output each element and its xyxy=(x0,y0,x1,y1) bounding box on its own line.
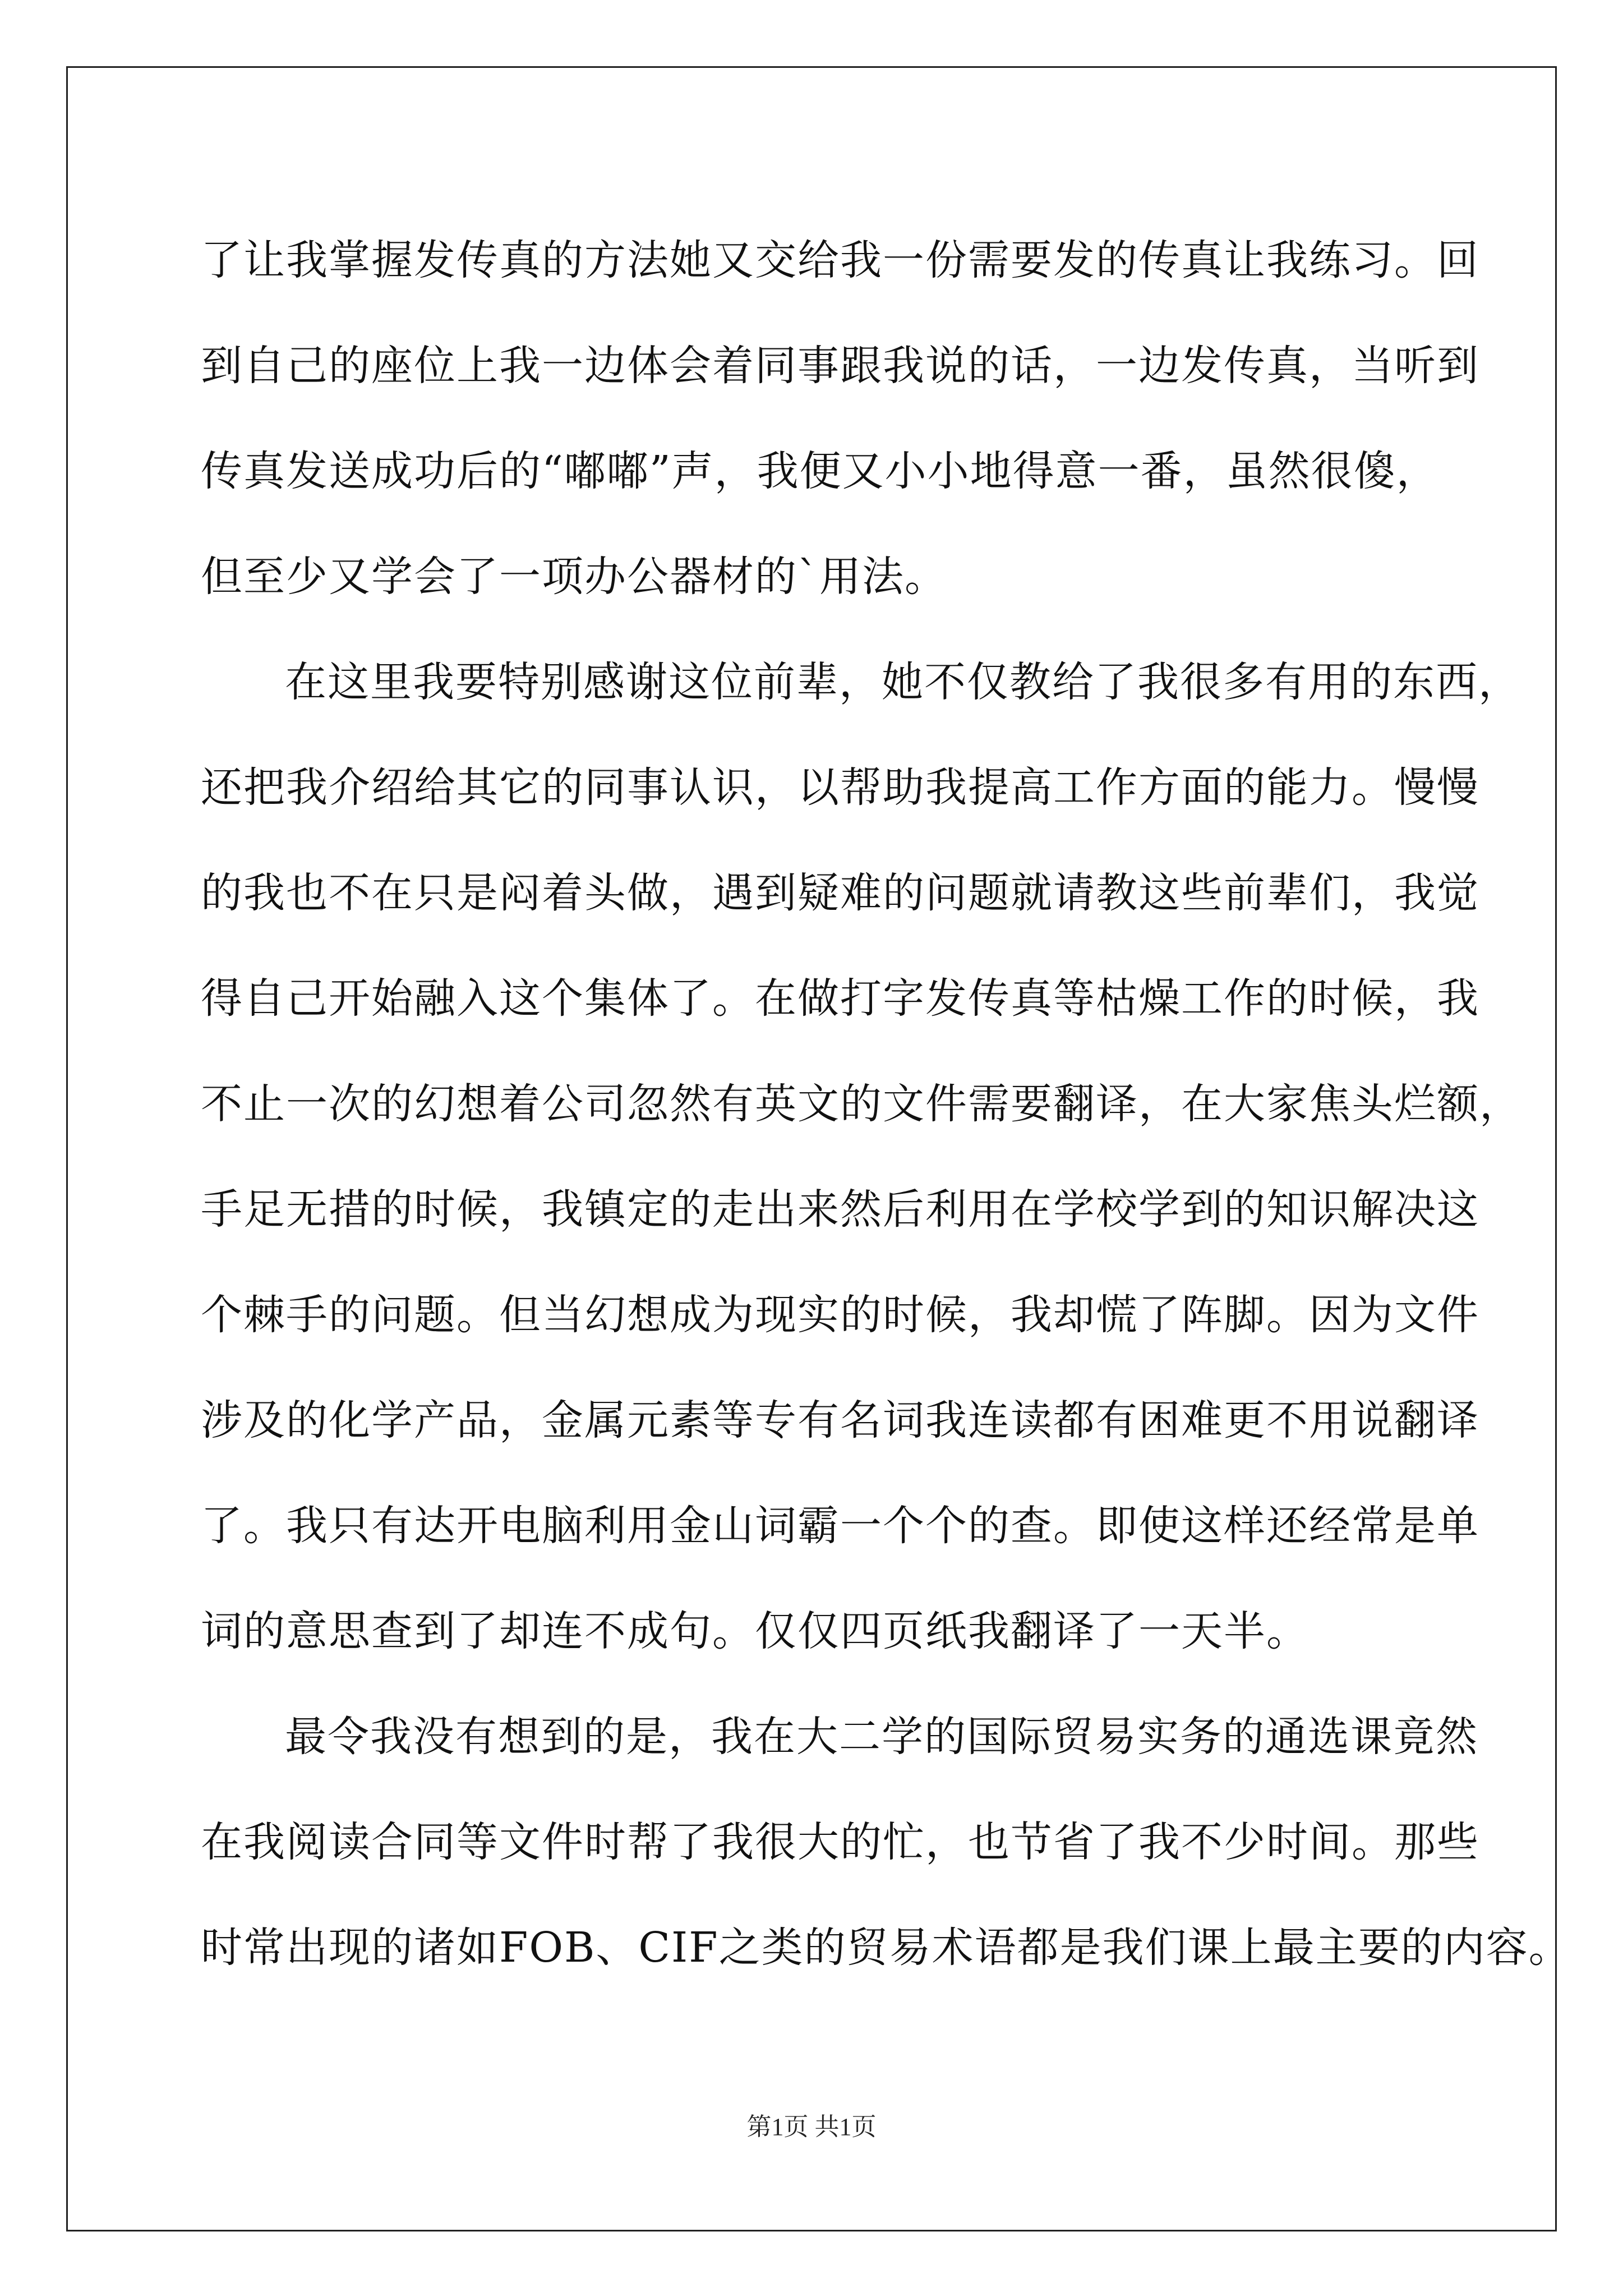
text-line: 词的意思查到了却连不成句。仅仅四页纸我翻译了一天半。 xyxy=(201,1607,1309,1655)
paragraph-start-line: 在这里我要特别感谢这位前辈，她不仅教给了我很多有用的东西， xyxy=(285,658,1521,706)
text-line: 手足无措的时候，我镇定的走出来然后利用在学校学到的知识解决这 xyxy=(201,1185,1479,1234)
text-line: 在我阅读合同等文件时帮了我很大的忙，也节省了我不少时间。那些 xyxy=(201,1818,1479,1866)
page-number-footer: 第1页 共1页 xyxy=(746,2113,877,2141)
text-line: 了让我掌握发传真的方法她又交给我一份需要发的传真让我练习。回 xyxy=(201,236,1479,284)
text-line: 的我也不在只是闷着头做，遇到疑难的问题就请教这些前辈们，我觉 xyxy=(201,869,1479,917)
text-line: 得自己开始融入这个集体了。在做打字发传真等枯燥工作的时候，我 xyxy=(201,974,1479,1023)
text-line: 到自己的座位上我一边体会着同事跟我说的话，一边发传真，当听到 xyxy=(201,342,1479,390)
text-line: 时常出现的诸如FOB、CIF之类的贸易术语都是我们课上最主要的内容。 xyxy=(201,1924,1571,1972)
text-line: 不止一次的幻想着公司忽然有英文的文件需要翻译，在大家焦头烂额， xyxy=(201,1080,1522,1128)
text-line: 涉及的化学产品，金属元素等专有名词我连读都有困难更不用说翻译 xyxy=(201,1396,1479,1444)
paragraph-start-line: 最令我没有想到的是，我在大二学的国际贸易实务的通选课竟然 xyxy=(285,1713,1478,1761)
text-line: 个棘手的问题。但当幻想成为现实的时候，我却慌了阵脚。因为文件 xyxy=(201,1291,1479,1339)
text-line: 传真发送成功后的“嘟嘟”声，我便又小小地得意一番，虽然很傻， xyxy=(201,447,1439,495)
text-line: 了。我只有达开电脑利用金山词霸一个个的查。即使这样还经常是单 xyxy=(201,1502,1479,1550)
text-line: 还把我介绍给其它的同事认识，以帮助我提高工作方面的能力。慢慢 xyxy=(201,763,1479,812)
document-body xyxy=(201,208,1571,2000)
text-line: 但至少又学会了一项办公器材的`用法。 xyxy=(201,553,947,601)
